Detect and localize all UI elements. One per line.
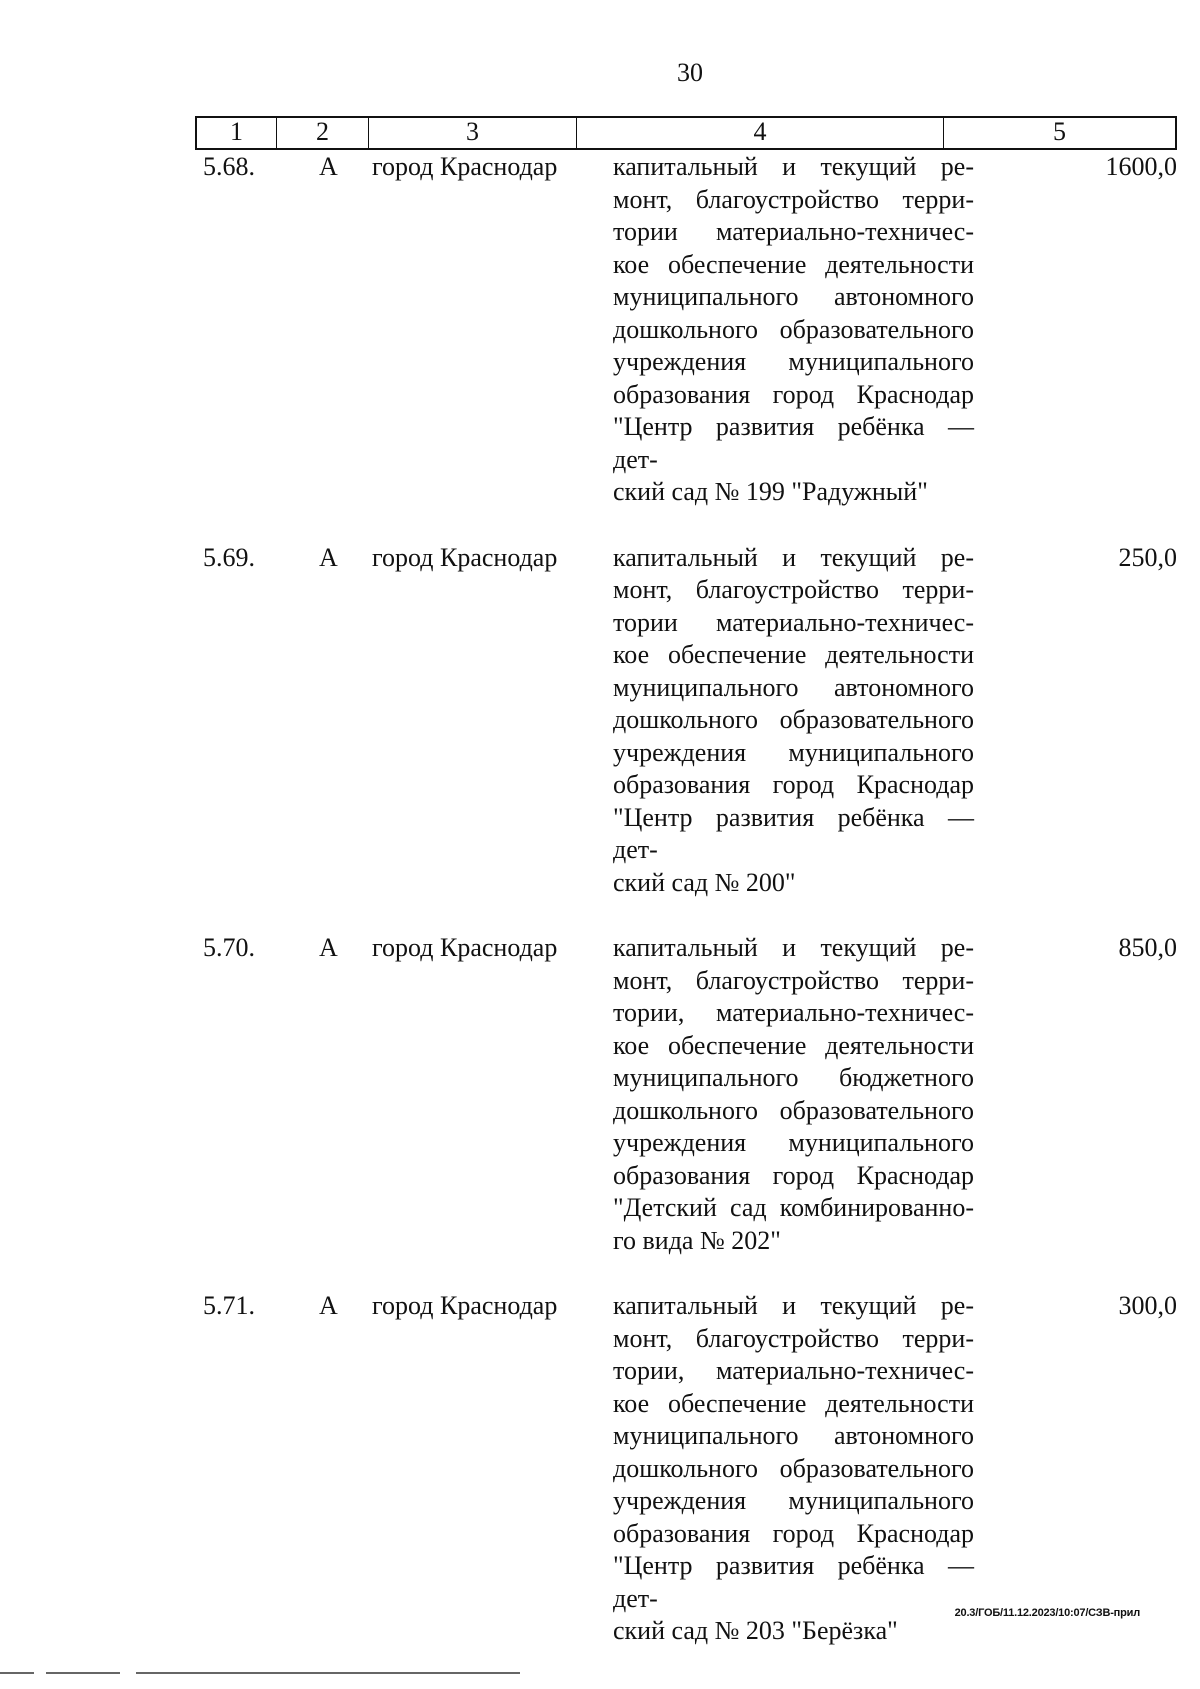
row-code: А xyxy=(319,152,338,181)
description-line: учреждения муниципального xyxy=(613,737,974,767)
description-line: кое обеспечение деятельности xyxy=(613,249,974,279)
description-line: образования город Краснодар xyxy=(613,770,974,799)
description-line: тории, материально-техничес- xyxy=(613,1356,974,1385)
description-line: учреждения муниципального xyxy=(613,347,974,376)
row-number: 5.68. xyxy=(203,152,255,181)
description-line: тории материально-техничес- xyxy=(613,607,974,637)
description-line: учреждения муниципального xyxy=(613,1486,974,1515)
row-number: 5.71. xyxy=(203,1291,255,1320)
description-line: монт, благоустройство терри- xyxy=(613,184,974,214)
row-city: город Краснодар xyxy=(372,152,558,181)
description-line: учреждения муниципального xyxy=(613,1128,974,1157)
description-line: ский сад № 200" xyxy=(613,867,796,897)
description-line: муниципального автономного xyxy=(613,672,974,702)
header-col-4: 4 xyxy=(577,118,944,148)
description-line: капитальный и текущий ре- xyxy=(613,933,974,962)
description-line: монт, благоустройство терри- xyxy=(613,1323,974,1353)
row-code: А xyxy=(319,1291,338,1320)
table-body xyxy=(195,151,1177,1681)
row-number: 5.69. xyxy=(203,542,255,572)
row-description xyxy=(599,542,974,900)
description-line: монт, благоустройство терри- xyxy=(613,965,974,995)
row-city: город Краснодар xyxy=(372,542,558,572)
table-row xyxy=(195,542,1177,900)
description-line: дошкольного образовательного xyxy=(613,705,974,734)
row-sum: 850,0 xyxy=(1118,933,1177,962)
page-number: 30 xyxy=(677,58,703,87)
description-line: капитальный и текущий ре- xyxy=(613,152,974,181)
description-line: ский сад № 203 "Берёзка" xyxy=(613,1616,898,1645)
header-col-3: 3 xyxy=(369,118,577,148)
description-line: "Центр развития ребёнка — дет- xyxy=(613,412,974,474)
description-line: дошкольного образовательного xyxy=(613,1453,974,1483)
row-sum: 1600,0 xyxy=(1105,152,1177,181)
row-description xyxy=(599,151,974,509)
scan-edge-line xyxy=(0,1672,520,1674)
description-line: "Детский сад комбинированно- xyxy=(613,1193,974,1222)
description-line: муниципального автономного xyxy=(613,1421,974,1450)
description-line: кое обеспечение деятельности xyxy=(613,640,974,669)
header-col-1: 1 xyxy=(197,118,277,148)
description-line: образования город Краснодар xyxy=(613,1160,974,1190)
row-description xyxy=(599,932,974,1257)
description-line: монт, благоустройство терри- xyxy=(613,575,974,604)
table-row xyxy=(195,151,1177,509)
description-line: образования город Краснодар xyxy=(613,379,974,409)
description-line: кое обеспечение деятельности xyxy=(613,1030,974,1060)
description-line: го вида № 202" xyxy=(613,1225,781,1255)
description-line: муниципального бюджетного xyxy=(613,1063,974,1092)
row-number: 5.70. xyxy=(203,933,255,962)
description-line: "Центр развития ребёнка — дет- xyxy=(613,802,974,864)
document-footer-code: 20.3/ГОБ/11.12.2023/10:07/СЗВ-прил xyxy=(954,1607,1140,1619)
description-line: капитальный и текущий ре- xyxy=(613,542,974,572)
row-city: город Краснодар xyxy=(372,1291,558,1320)
row-code: А xyxy=(319,933,338,962)
header-col-5: 5 xyxy=(1053,117,1066,146)
header-col-2: 2 xyxy=(277,118,369,148)
row-sum: 300,0 xyxy=(1118,1291,1177,1320)
description-line: тории, материально-техничес- xyxy=(613,998,974,1027)
table-row xyxy=(195,1290,1177,1648)
table-header xyxy=(195,116,1177,150)
description-line: капитальный и текущий ре- xyxy=(613,1291,974,1320)
description-line: "Центр развития ребёнка — дет- xyxy=(613,1551,974,1613)
description-line: дошкольного образовательного xyxy=(613,314,974,344)
description-line: муниципального автономного xyxy=(613,282,974,311)
description-line: тории материально-техничес- xyxy=(613,217,974,246)
description-line: кое обеспечение деятельности xyxy=(613,1388,974,1418)
row-description xyxy=(599,1290,974,1648)
row-code: А xyxy=(319,542,338,572)
row-sum: 250,0 xyxy=(1118,542,1177,572)
description-line: ский сад № 199 "Радужный" xyxy=(613,477,928,506)
description-line: дошкольного образовательного xyxy=(613,1095,974,1125)
row-city: город Краснодар xyxy=(372,933,558,962)
table-row xyxy=(195,932,1177,1257)
description-line: образования город Краснодар xyxy=(613,1518,974,1548)
